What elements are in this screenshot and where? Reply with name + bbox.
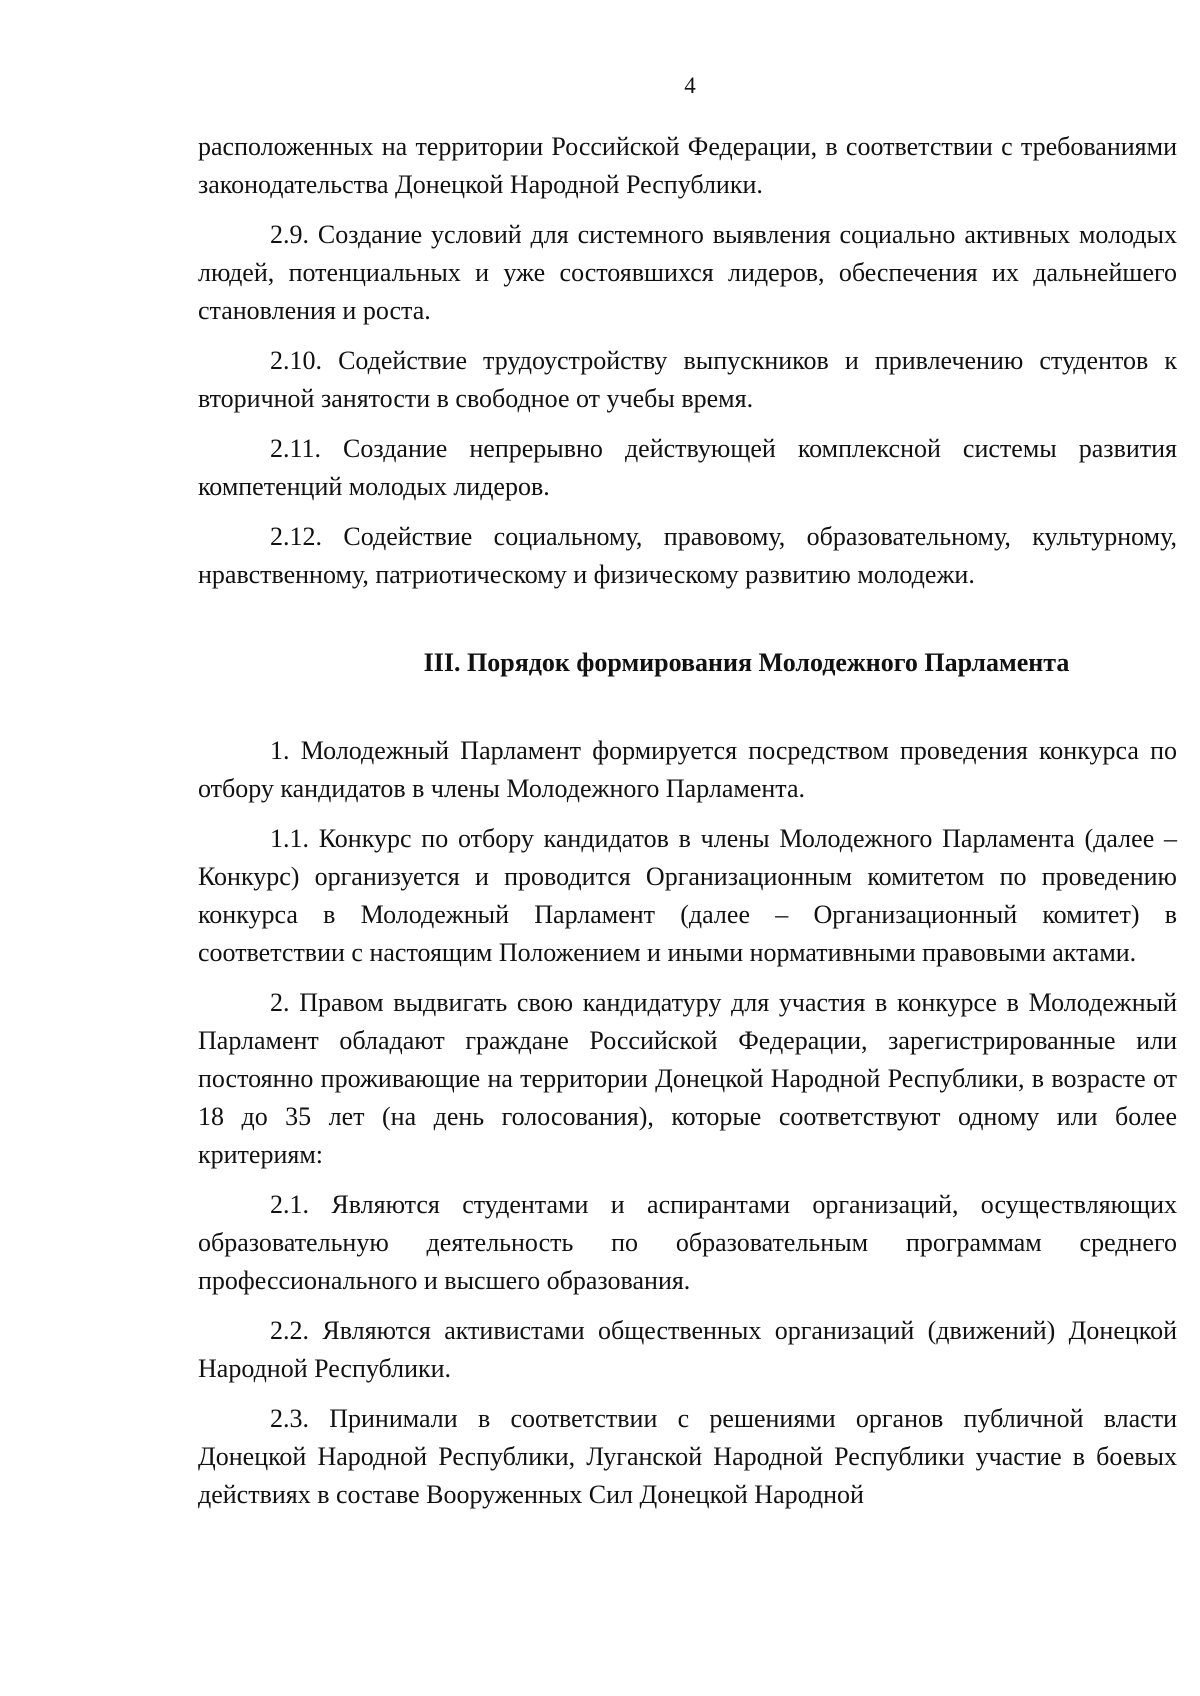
section-heading: III. Порядок формирования Молодежного Парламента [423, 648, 1070, 677]
paragraph-1: 1. Молодежный Парламент формируется посредством проведения конкурса по отбору кандидатов в члены Молодежного Парламента. [198, 736, 1177, 803]
paragraph-1-1: 1.1. Конкурс по отбору кандидатов в члены Молодежного Парламента (далее – Конкурс) организуется и проводится Организационным комитетом по проведению конкурса в Молодежный Парламент (далее – Организационный комитет) в соответствии с настоящим Положением и иными нормативными правовыми актами. [198, 824, 1177, 967]
paragraph-continuation: расположенных на территории Российской Федерации, в соответствии с требованиями законодательства Донецкой Народной Республики. [198, 132, 1177, 199]
paragraph-2-12: 2.12. Содействие социальному, правовому, образовательному, культурному, нравственному, патриотическому и физическому развитию молодежи. [198, 522, 1177, 589]
document-body [198, 128, 1177, 1526]
paragraph-2: 2. Правом выдвигать свою кандидатуру для участия в конкурсе в Молодежный Парламент обладают граждане Российской Федерации, зарегистрированные или постоянно проживающие на территории Донецкой Народной Республики, в возрасте от 18 до 35 лет (на день голосования), которые соответствуют одному или более критериям: [198, 988, 1177, 1169]
paragraph-2-3: 2.3. Принимали в соответствии с решениями органов публичной власти Донецкой Народной Республики, Луганской Народной Республики участие в боевых действиях в составе Вооруженных Сил Донецкой Народной [198, 1404, 1177, 1509]
paragraph-2-11: 2.11. Создание непрерывно действующей комплексной системы развития компетенций молодых лидеров. [198, 434, 1177, 501]
paragraph-2-9: 2.9. Создание условий для системного выявления социально активных молодых людей, потенциальных и уже состоявшихся лидеров, обеспечения их дальнейшего становления и роста. [198, 220, 1177, 325]
paragraph-2-1: 2.1. Являются студентами и аспирантами организаций, осуществляющих образовательную деятельность по образовательным программам среднего профессионального и высшего образования. [198, 1190, 1177, 1295]
page-number: 4 [684, 73, 696, 98]
paragraph-2-2: 2.2. Являются активистами общественных организаций (движений) Донецкой Народной Республики. [198, 1316, 1177, 1383]
paragraph-2-10: 2.10. Содействие трудоустройству выпускников и привлечению студентов к вторичной занятости в свободное от учебы время. [198, 346, 1177, 413]
